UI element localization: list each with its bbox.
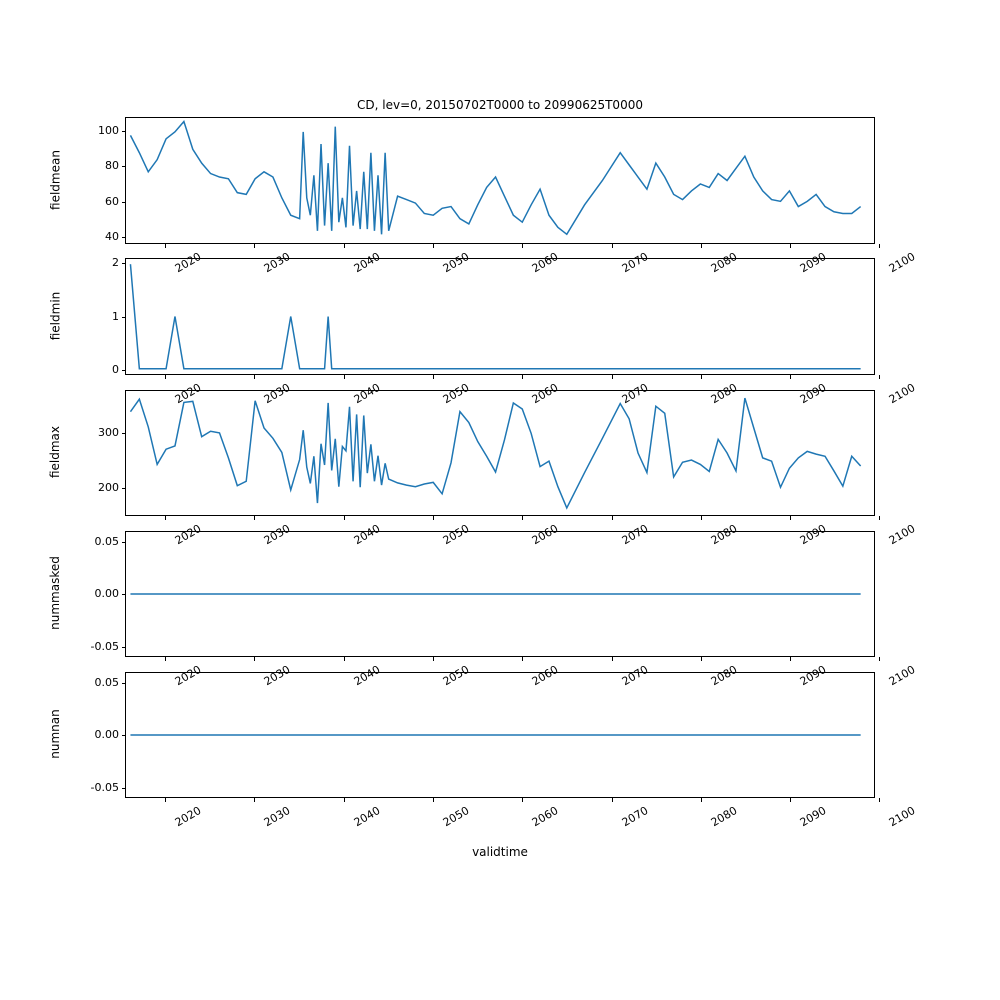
y-axis-label-fieldmin: fieldmin (48, 291, 62, 340)
x-tick-label: 2040 (351, 250, 383, 276)
x-tick-label: 2040 (351, 381, 383, 407)
x-tick-mark (790, 516, 791, 520)
x-tick-label: 2050 (440, 381, 472, 407)
x-tick-mark (254, 244, 255, 248)
y-tick-label: 60 (105, 194, 119, 208)
x-tick-mark (344, 516, 345, 520)
x-tick-mark (433, 244, 434, 248)
series-line-fieldmax (126, 391, 874, 515)
x-tick-label: 2020 (172, 804, 204, 830)
x-tick-mark (701, 798, 702, 802)
series-line-fieldmean (126, 118, 874, 243)
y-tick-mark (122, 166, 126, 167)
y-tick-label: 0 (112, 362, 119, 376)
y-tick-label: 100 (98, 124, 119, 138)
y-axis-label-numnan: numnan (48, 709, 62, 759)
y-tick-label: 0.05 (94, 534, 119, 548)
y-axis-label-fieldmax: fieldmax (48, 425, 62, 479)
x-tick-label: 2090 (797, 663, 829, 689)
x-tick-mark (344, 657, 345, 661)
x-tick-mark (790, 798, 791, 802)
y-tick-mark (122, 433, 126, 434)
x-tick-mark (612, 516, 613, 520)
x-tick-label: 2020 (172, 381, 204, 407)
x-tick-label: 2100 (887, 804, 918, 830)
y-tick-label: 0.00 (94, 587, 119, 600)
y-tick-mark (122, 683, 126, 684)
y-tick-label: 300 (98, 426, 119, 440)
x-tick-mark (612, 657, 613, 661)
x-tick-label: 2100 (887, 522, 918, 548)
x-tick-label: 2090 (797, 250, 829, 276)
x-tick-label: 2050 (440, 663, 472, 689)
x-tick-label: 2070 (619, 522, 651, 548)
x-tick-mark (433, 798, 434, 802)
y-tick-mark (122, 647, 126, 648)
x-tick-mark (522, 375, 523, 379)
y-tick-label: 1 (112, 309, 119, 323)
y-tick-mark (122, 202, 126, 203)
x-tick-mark (165, 244, 166, 248)
y-tick-mark (122, 237, 126, 238)
x-tick-mark (433, 375, 434, 379)
plot-area-fieldmax (126, 391, 874, 515)
y-tick-mark (122, 263, 126, 264)
x-tick-mark (612, 798, 613, 802)
series-line-numnan (126, 673, 874, 797)
chart-title: CD, lev=0, 20150702T0000 to 20990625T0000 (357, 98, 643, 112)
x-tick-label: 2080 (708, 250, 740, 276)
x-tick-label: 2090 (797, 804, 829, 830)
plot-area-fieldmin (126, 259, 874, 374)
plot-area-fieldmean (126, 118, 874, 243)
x-tick-mark (701, 244, 702, 248)
x-tick-mark (879, 798, 880, 802)
x-tick-mark (254, 798, 255, 802)
x-tick-label: 2080 (708, 804, 740, 830)
x-tick-mark (879, 516, 880, 520)
x-tick-mark (165, 657, 166, 661)
x-tick-label: 2060 (530, 250, 561, 276)
x-tick-mark (165, 375, 166, 379)
x-tick-mark (612, 244, 613, 248)
x-tick-label: 2100 (887, 663, 918, 689)
x-tick-mark (344, 375, 345, 379)
x-tick-label: 2050 (440, 250, 472, 276)
panel-numnan (125, 672, 875, 798)
x-tick-label: 2030 (262, 804, 293, 830)
panel-nummasked (125, 531, 875, 657)
x-tick-mark (433, 516, 434, 520)
x-tick-mark (344, 798, 345, 802)
plot-area-nummasked (126, 532, 874, 656)
x-tick-mark (165, 516, 166, 520)
y-tick-label: 0.05 (94, 675, 119, 689)
y-tick-label: 200 (98, 481, 119, 495)
x-axis-label: validtime (472, 845, 528, 859)
y-tick-label: 80 (105, 159, 119, 173)
x-tick-label: 2030 (262, 663, 293, 689)
x-tick-label: 2080 (708, 663, 740, 689)
y-tick-mark (122, 542, 126, 543)
panel-fieldmean (125, 117, 875, 244)
x-tick-mark (433, 657, 434, 661)
y-tick-mark (122, 594, 126, 595)
y-tick-mark (122, 788, 126, 789)
x-tick-mark (344, 244, 345, 248)
x-tick-mark (701, 375, 702, 379)
x-tick-label: 2070 (619, 250, 651, 276)
x-tick-mark (879, 657, 880, 661)
series-line-fieldmin (126, 259, 874, 374)
x-tick-label: 2050 (440, 804, 472, 830)
x-tick-label: 2040 (351, 663, 383, 689)
x-tick-mark (522, 657, 523, 661)
x-tick-mark (254, 657, 255, 661)
x-tick-label: 2060 (530, 381, 561, 407)
x-tick-mark (879, 375, 880, 379)
x-tick-mark (701, 516, 702, 520)
y-tick-mark (122, 735, 126, 736)
x-tick-label: 2020 (172, 663, 204, 689)
x-tick-label: 2070 (619, 381, 651, 407)
x-tick-mark (701, 657, 702, 661)
x-tick-mark (790, 244, 791, 248)
x-tick-mark (612, 375, 613, 379)
x-tick-label: 2040 (351, 522, 383, 548)
x-tick-label: 2060 (530, 522, 561, 548)
x-tick-label: 2020 (172, 522, 204, 548)
x-tick-mark (254, 516, 255, 520)
x-tick-label: 2100 (887, 381, 918, 407)
x-tick-label: 2030 (262, 250, 293, 276)
plot-area-numnan (126, 673, 874, 797)
x-tick-label: 2080 (708, 522, 740, 548)
x-tick-mark (879, 244, 880, 248)
y-axis-label-fieldmean: fieldmean (48, 149, 62, 210)
y-tick-mark (122, 488, 126, 489)
x-tick-mark (522, 244, 523, 248)
y-tick-label: -0.05 (90, 639, 119, 653)
x-tick-mark (165, 798, 166, 802)
x-tick-label: 2090 (797, 522, 829, 548)
x-tick-mark (790, 657, 791, 661)
x-tick-label: 2080 (708, 381, 740, 407)
y-tick-label: 0.00 (94, 728, 119, 741)
x-tick-label: 2030 (262, 381, 293, 407)
x-tick-label: 2060 (530, 663, 561, 689)
x-tick-mark (522, 798, 523, 802)
y-tick-mark (122, 370, 126, 371)
series-line-nummasked (126, 532, 874, 656)
x-tick-label: 2100 (887, 250, 918, 276)
x-tick-label: 2060 (530, 804, 561, 830)
x-tick-mark (790, 375, 791, 379)
x-tick-label: 2040 (351, 804, 383, 830)
y-tick-label: 2 (112, 256, 119, 270)
y-tick-label: -0.05 (90, 780, 119, 794)
y-tick-mark (122, 131, 126, 132)
x-tick-mark (522, 516, 523, 520)
x-tick-label: 2030 (262, 522, 293, 548)
y-tick-label: 40 (105, 229, 119, 243)
x-tick-label: 2090 (797, 381, 829, 407)
x-tick-mark (254, 375, 255, 379)
x-tick-label: 2020 (172, 250, 204, 276)
panel-fieldmax (125, 390, 875, 516)
x-tick-label: 2050 (440, 522, 472, 548)
panel-fieldmin (125, 258, 875, 375)
y-tick-mark (122, 317, 126, 318)
x-tick-label: 2070 (619, 804, 651, 830)
x-tick-label: 2070 (619, 663, 651, 689)
y-axis-label-nummasked: nummasked (48, 556, 62, 630)
